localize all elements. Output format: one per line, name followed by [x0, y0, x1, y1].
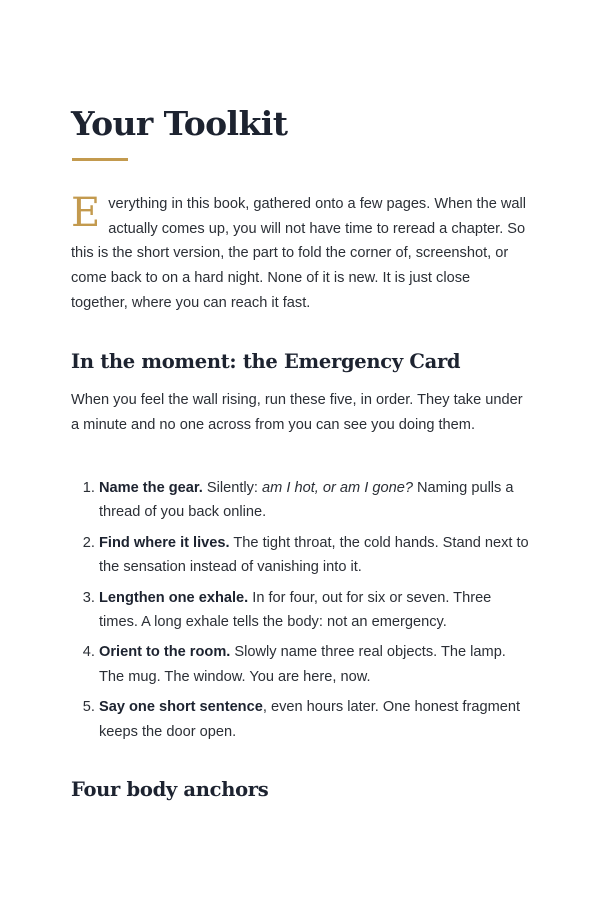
list-item — [99, 586, 529, 635]
step-text: Silently: — [202, 480, 263, 496]
intro-paragraph — [71, 192, 529, 316]
step-text: In for four, out for six or seven. Three times. A long exhale tells the body: not an emergency. — [99, 589, 492, 631]
drop-cap: E — [71, 190, 101, 236]
title-underline — [72, 158, 128, 161]
step-title: Lengthen one exhale. — [99, 589, 249, 606]
step-italic: am I hot, or am I gone? — [262, 480, 413, 496]
step-title: Say one short sentence — [99, 699, 263, 716]
step-title: Orient to the room. — [99, 644, 231, 661]
list-item — [99, 640, 529, 689]
page-title: Your Toolkit — [71, 104, 288, 143]
emergency-card-lead: When you feel the wall rising, run these five, in order. They take under a minute and no one across from you can see you doing them. — [71, 392, 523, 433]
step-text-end: Naming pulls a thread of you back online. — [99, 480, 514, 521]
step-text: Slowly name three real objects. The lamp. The mug. The window. You are here, now. — [99, 644, 506, 685]
step-text: The tight throat, the cold hands. Stand next to the sensation instead of vanishing into it. — [99, 534, 529, 576]
step-title: Name the gear. — [99, 480, 203, 496]
list-item — [99, 476, 529, 525]
step-title: Find where it lives. — [99, 534, 230, 551]
list-item — [99, 695, 529, 744]
section-heading-emergency-card: In the moment: the Emergency Card — [71, 350, 461, 373]
step-text: , even hours later. One honest fragment keeps the door open. — [99, 699, 521, 740]
list-item — [99, 531, 529, 580]
intro-text: verything in this book, gathered onto a few pages. When the wall actually comes up, you will not have time to reread a chapter. So this is the short version, the part to fold the corner of, screenshot, or come back to on a hard night. None of it is new. It is just close together, where you can reach it fast. — [71, 196, 526, 311]
section-heading-body-anchors: Four body anchors — [71, 778, 269, 801]
emergency-steps-list — [71, 476, 529, 750]
